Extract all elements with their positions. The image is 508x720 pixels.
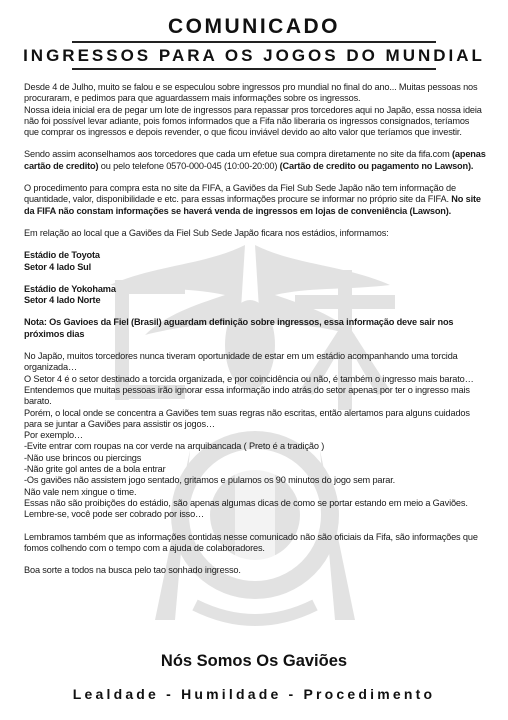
footer-motto: Lealdade - Humildade - Procedimento bbox=[72, 686, 436, 702]
stadium-toyota-sector: Setor 4 lado Sul bbox=[24, 261, 92, 272]
paragraph-sector-4: O Setor 4 é o setor destinado a torcida organizada, e por coincidência ou não, é também o ingresso mais barato… Entendemos que muitas pessoas irão ignorar essa informação indo atrás do setor apenas por ter o ingresso mais barato. bbox=[24, 373, 474, 407]
list-item: Não vale nem xingue o time. bbox=[24, 486, 137, 497]
stadium-toyota-name: Estádio de Toyota bbox=[24, 250, 100, 261]
footer-slogan: Nós Somos Os Gaviões bbox=[160, 652, 348, 670]
paragraph-japan-fans: No Japão, muitos torcedores nunca tiveram oportunidade de estar em um estádio acompanhando uma torcida organizada… bbox=[24, 351, 458, 373]
paragraph-location: Em relação ao local que a Gaviões da Fiel Sub Sede Japão ficara nos estádios, informamos: bbox=[24, 227, 389, 238]
title-rule-bottom bbox=[72, 68, 436, 70]
document-subtitle: INGRESSOS PARA OS JOGOS DO MUNDIAL bbox=[23, 46, 485, 65]
title-rule-top bbox=[72, 41, 436, 43]
document-body bbox=[24, 82, 486, 576]
stadium-yokohama-sector: Setor 4 lado Norte bbox=[24, 295, 101, 306]
list-item: -Não use brincos ou piercings bbox=[24, 452, 142, 463]
paragraph-disclaimer: Lembramos também que as informações contidas nesse comunicado não são oficiais da Fifa, são informações que fomos colhendo com o tempo com a ajuda de colaboradores. bbox=[24, 531, 478, 553]
paragraph-rules: Porém, o local onde se concentra a Gaviões tem suas regras não escritas, então alertamos para alguns cuidados para se juntar a Gaviões para assistir os jogos… bbox=[24, 407, 470, 429]
paragraph-good-luck: Boa sorte a todos na busca pelo tao sonhado ingresso. bbox=[24, 565, 241, 576]
paragraph-tips: Essas não são proibições do estádio, são apenas algumas dicas de como se portar estando em meio a Gaviões. Lembre-se, você pode ser cobrado por isso… bbox=[24, 497, 468, 520]
paragraph-purchase-advice: Sendo assim aconselhamos aos torcedores que cada um efetue sua compra diretamente no site da fifa.com (apenas cartão de credito) ou pelo telefone 0570-000-045 (10:00-20:00) (Cartão de credito ou pagamento no Lawson). bbox=[24, 149, 486, 171]
note-line: Nota: Os Gavioes da Fiel (Brasil) aguardam definição sobre ingressos, essa informação deve sair nos próximos dias bbox=[24, 317, 454, 339]
paragraph-intro: Desde 4 de Julho, muito se falou e se especulou sobre ingressos pro mundial no final do ano... Muitas pessoas nos procuraram, e pedimos para que aguardassem mais informações sobre os ingressos. bbox=[24, 82, 478, 104]
paragraph-procedure: O procedimento para compra esta no site da FIFA, a Gaviões da Fiel Sub Sede Japão não tem informação de quantidade, valor, disponibilidade e etc. para essas informações procure se informar no próprio site da FIFA. No site da FIFA não constam informações se haverá venda de ingressos em lojas de conveniência (Lawson). bbox=[24, 183, 481, 216]
paragraph-example: Por exemplo… bbox=[24, 430, 83, 441]
list-item: -Não grite gol antes de a bola entrar bbox=[24, 464, 166, 475]
list-item: -Os gaviões não assistem jogo sentado, gritamos e pulamos os 90 minutos do jogo sem parar. bbox=[24, 475, 396, 486]
paragraph-initial-idea: Nossa ideia inicial era de pegar um lote de ingressos para repassar pros torcedores aqui no Japão, essa nossa ideia não foi possível levar adiante, pois fomos informados que a Fifa não liberaria os ingressos consignados, teríamos que comprar os ingressos e depois revender, o que ficou inviável devido ao alto valor que teríamos que investir. bbox=[24, 104, 482, 138]
document-title: COMUNICADO bbox=[168, 15, 340, 38]
list-item: -Evite entrar com roupas na cor verde na arquibancada ( Preto é a tradição ) bbox=[24, 441, 325, 452]
stadium-yokohama-name: Estádio de Yokohama bbox=[24, 283, 116, 294]
